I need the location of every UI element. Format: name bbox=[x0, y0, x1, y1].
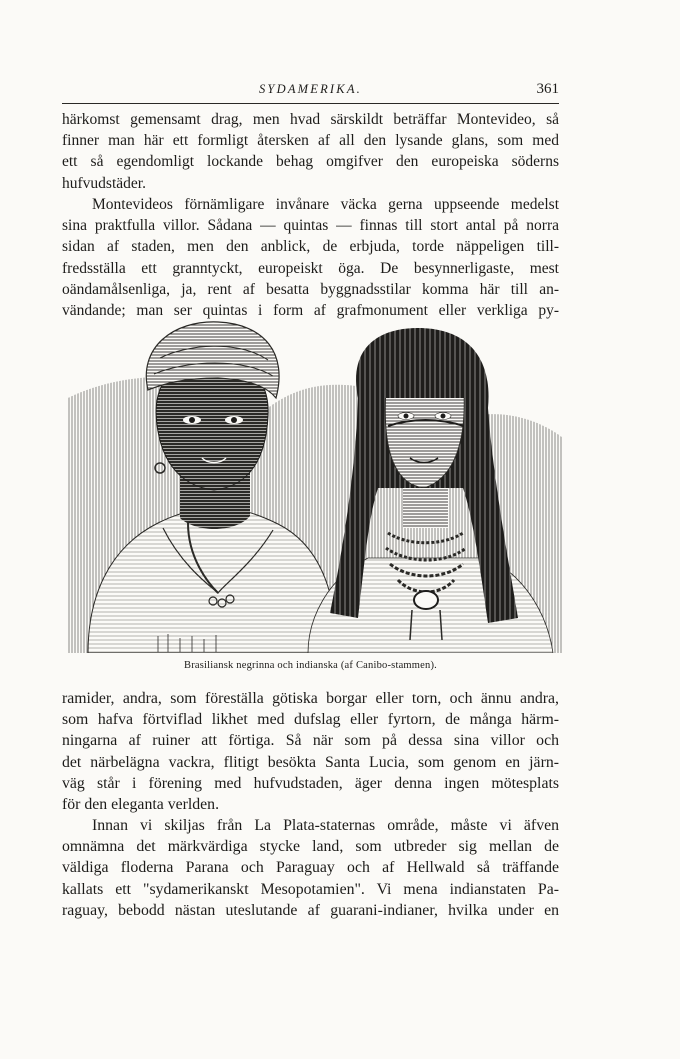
text-line: vändande; man ser quintas i form af grafmonument eller verkliga py- bbox=[62, 301, 559, 319]
text-line: det närbelägna vackra, flitigt besökta Santa Lucia, som genom en järn- bbox=[62, 753, 559, 771]
paragraph-3 bbox=[62, 688, 559, 815]
text-line: Montevideos förnämligare invånare väcka gerna uppseende medelst bbox=[92, 196, 559, 213]
text-line: finner man här ett formligt återsken af all den lysande glans, som med bbox=[62, 132, 559, 150]
engraving-illustration bbox=[68, 318, 563, 653]
text-line: sina praktfulla villor. Sådana — quintas — finnas till stort antal på norra bbox=[62, 217, 559, 235]
running-head: SYDAMERIKA. bbox=[258, 82, 362, 96]
paragraph-2 bbox=[62, 194, 559, 321]
engraving-svg bbox=[68, 318, 563, 653]
text-line: omnämna det märkvärdiga stycke land, som utbreder sig mellan de bbox=[62, 838, 559, 856]
text-line: för den eleganta verlden. bbox=[62, 795, 220, 813]
text-line: fredsställa ett granntyckt, europeiskt öga. De besynnerligaste, mest bbox=[62, 259, 559, 277]
text-line: ett så egendomligt lockande behag omgifver den europeiska söderns bbox=[62, 153, 559, 171]
text-line: ningarna af ruiner att förtiga. Så när som på dessa sina villor och bbox=[62, 732, 559, 750]
text-line: raguay, bebodd nästan uteslutande af guarani-indianer, hvilka under en bbox=[62, 901, 559, 919]
text-line: oändamålsenliga, ja, rent af besatta byggnadsstilar komma här till an- bbox=[62, 280, 559, 298]
text-line: hufvudstäder. bbox=[62, 174, 146, 192]
page-header bbox=[62, 78, 559, 102]
text-line: väg står i förening med hufvudstaden, äger denna ingen mötesplats bbox=[62, 774, 559, 792]
text-line: sidan af staden, men den anblick, de erbjuda, torde näppeligen till- bbox=[62, 238, 559, 256]
text-line: ramider, andra, som föreställa götiska borgar eller torn, och ännu andra, bbox=[62, 690, 559, 707]
paragraph-4 bbox=[62, 815, 559, 921]
text-line: väldiga floderna Parana och Paraguay och af Hellwald så träffande bbox=[62, 859, 559, 877]
header-rule bbox=[62, 103, 559, 104]
text-line: Innan vi skiljas från La Plata-staternas område, måste vi äfven bbox=[92, 817, 559, 834]
page-number: 361 bbox=[536, 81, 559, 97]
paragraph-1 bbox=[62, 109, 559, 194]
text-line: som hafva förtviflad likhet med dufslag eller fyrtorn, de många härm- bbox=[62, 711, 559, 729]
figure-caption: Brasiliansk negrinna och indianska (af Canibo-stammen). bbox=[183, 660, 438, 671]
text-line: härkomst gemensamt drag, men hvad särskildt beträffar Montevideo, så bbox=[62, 111, 559, 128]
text-line: kallats ett "sydamerikanskt Mesopotamien". Vi mena indianstaten Pa- bbox=[62, 880, 559, 898]
